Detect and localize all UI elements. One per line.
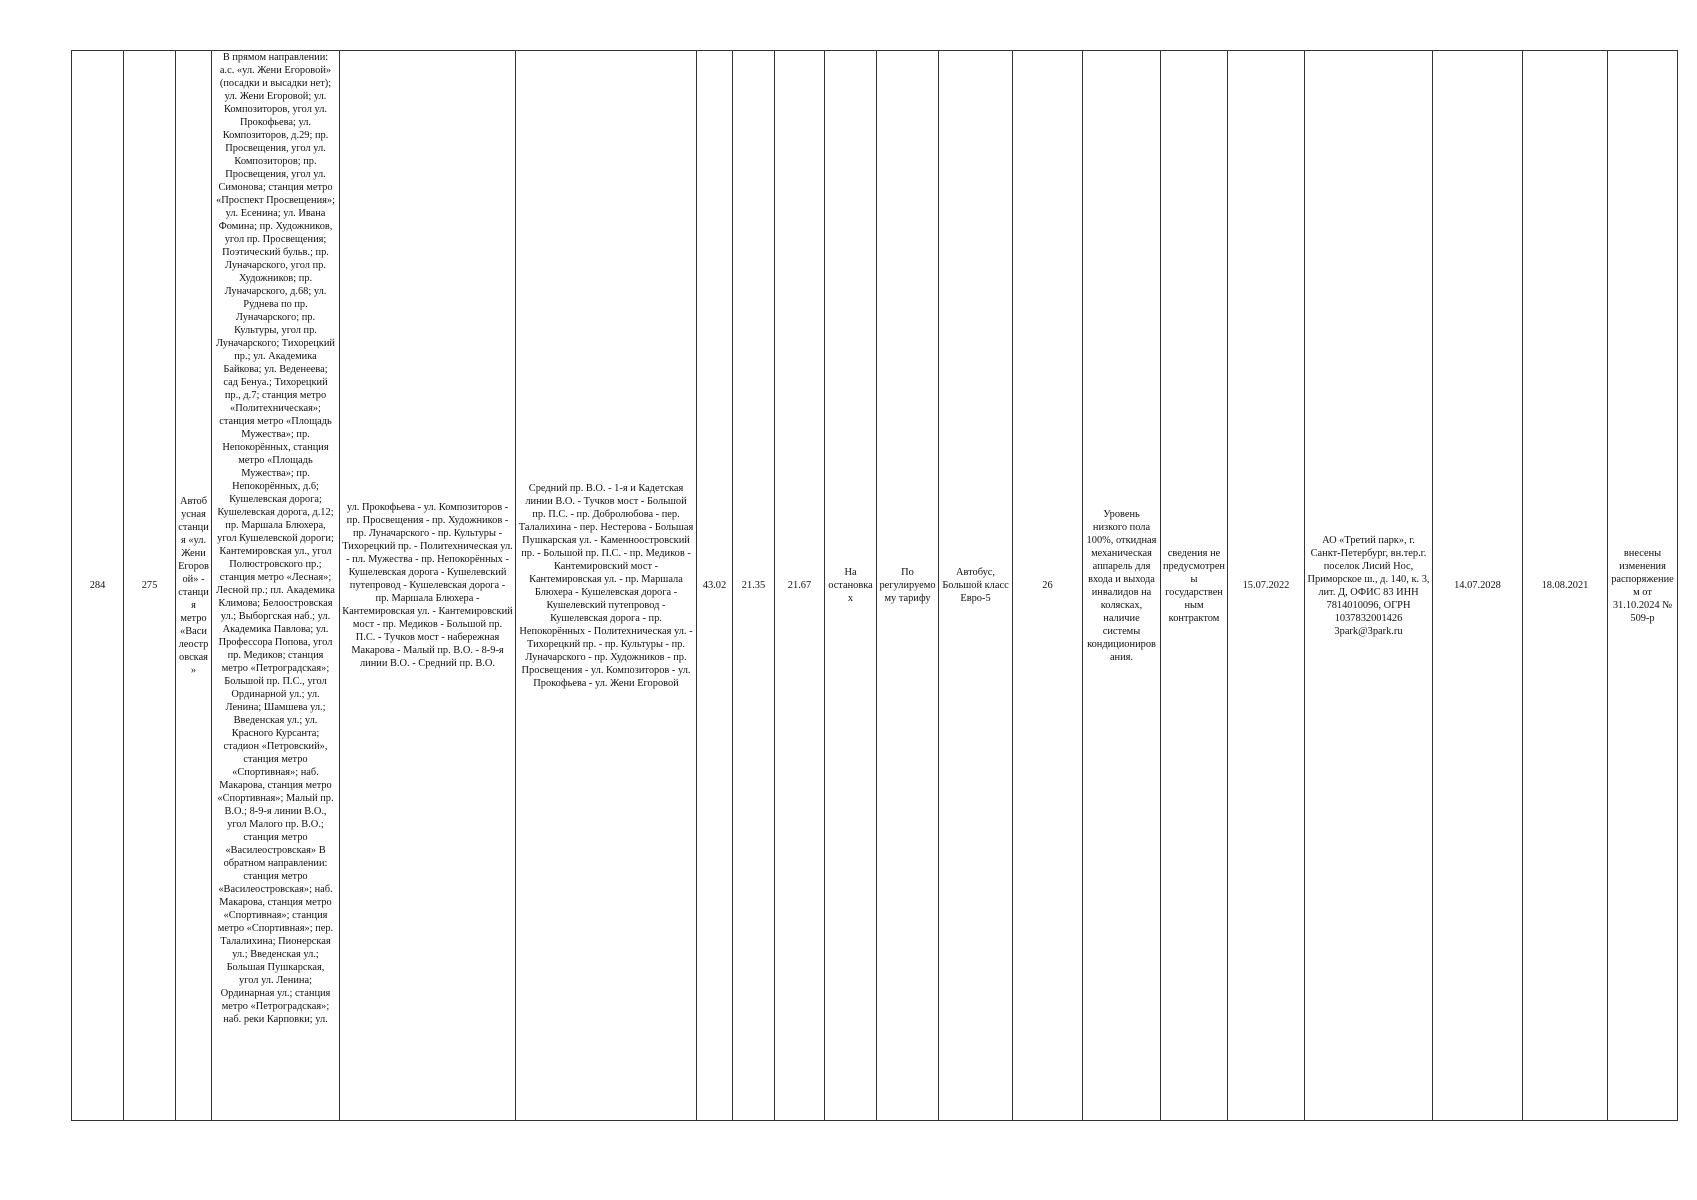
streets-backward-cell: Средний пр. В.О. - 1-я и Кадетская линии В.О. - Тучков мост - Большой пр. П.С. - пр. Добролюбова - пер. Талалихина - пер. Нестерова - Большая Пушкарская ул. - Каменноостровский пр. - Большой пр. П.С. - пр. Медиков - Кантемировский мост - Кантемировская ул. - пр. Маршала Блюхера - Кушелевская дорога - Кушелевский путепровод - Кушелевская дорога - пр. Непокорённых - Политехническая ул. - Тихорецкий пр. - пр. Культуры - пр. Луначарского - пр. Художников - пр. Просвещения - ул. Композиторов - ул. Прокофьева - ул. Жени Егоровой — [516, 51, 697, 1121]
vehicle-type-cell: Автобус, Большой класс Евро-5 — [939, 51, 1013, 1121]
vehicle-count-cell: 26 — [1013, 51, 1083, 1121]
length-forward-cell: 43.02 — [697, 51, 733, 1121]
route-name-cell: Автобусная станция «ул. Жени Егоровой» - станция метро «Василеостровская» — [176, 51, 212, 1121]
table-row — [72, 51, 1678, 1121]
streets-forward-cell: ул. Прокофьева - ул. Композиторов - пр. Просвещения - пр. Художников - пр. Луначарского - пр. Культуры - Тихорецкий пр. - Политехническая ул. - пл. Мужества - пр. Непокорённых - Кушелевская дорога - Кушелевский путепровод - Кушелевская дорога - пр. Маршала Блюхера - Кантемировская ул. - Кантемировский мост - пр. Медиков - Большой пр. П.С. - Тучков мост - набережная Макарова - Малый пр. В.О. - 8-9-я линии В.О. - Средний пр. В.О. — [340, 51, 516, 1121]
stops-list-cell: В прямом направлении: а.с. «ул. Жени Егоровой» (посадки и высадки нет); ул. Жени Егоровой; ул. Композиторов, угол ул. Прокофьева; ул. Композиторов, д.29; пр. Просвещения, угол ул. Композиторов; пр. Просвещения, угол ул. Симонова; станция метро «Проспект Просвещения»; ул. Есенина; ул. Ивана Фомина; пр. Художников, угол пр. Просвещения; Поэтический бульв.; пр. Луначарского, угол пр. Художников; пр. Луначарского, д.68; ул. Руднева по пр. Луначарского; пр. Культуры, угол пр. Луначарского; Тихорецкий пр.; ул. Академика Байкова; ул. Веденеева; сад Бенуа.; Тихорецкий пр., д.7; станция метро «Политехническая»; станция метро «Площадь Мужества»; пр. Непокорённых, станция метро «Площадь Мужества»; пр. Непокорённых, д.6; Кушелевская дорога; Кушелевская дорога, д.12; пр. Маршала Блюхера, угол Кушелевской дороги; Кантемировская ул., угол Полюстровского пр.; станция метро «Лесная»; Лесной пр.; пл. Академика Климова; Белоостровская ул.; Выборгская наб.; ул. Академика Павлова; ул. Профессора Попова, угол пр. Медиков; станция метро «Петроградская»; Большой пр. П.С., угол Ординарной ул.; ул. Ленина; Шамшева ул.; Введенская ул.; ул. Красного Курсанта; стадион «Петровский», станция метро «Спортивная»; наб. Макарова, станция метро «Спортивная»; Малый пр. В.О.; 8-9-я линии В.О., угол Малого пр. В.О.; станция метро «Василеостровская» В обратном направлении: станция метро «Василеостровская»; наб. Макарова, станция метро «Спортивная»; станция метро «Спортивная»; пер. Талалихина; Пионерская ул.; Введенская ул.; Большая Пушкарская, угол ул. Ленина; Ординарная ул.; станция метро «Петроградская»; наб. реки Карповки; ул. — [212, 51, 340, 1121]
boarding-order-cell: На остановках — [825, 51, 877, 1121]
route-number-cell: 275 — [124, 51, 176, 1121]
length-backward-cell: 21.35 — [733, 51, 775, 1121]
length-other-cell: 21.67 — [775, 51, 825, 1121]
start-date-cell: 15.07.2022 — [1228, 51, 1305, 1121]
tariff-cell: По регулируемому тарифу — [877, 51, 939, 1121]
contract-info-cell: сведения не предусмотрены государственным контрактом — [1161, 51, 1228, 1121]
registration-date-cell: 18.08.2021 — [1523, 51, 1608, 1121]
accessibility-cell: Уровень низкого пола 100%, откидная механическая аппарель для входа и выхода инвалидов на колясках, наличие системы кондиционирования. — [1083, 51, 1161, 1121]
changes-cell: внесены изменения распоряжением от 31.10.2024 № 509-р — [1608, 51, 1678, 1121]
route-register-table — [71, 50, 1678, 1121]
end-date-cell: 14.07.2028 — [1433, 51, 1523, 1121]
reg-number-cell: 284 — [72, 51, 124, 1121]
carrier-cell: АО «Третий парк», г. Санкт-Петербург, вн.тер.г. поселок Лисий Нос, Приморское ш., д. 140, к. 3, лит. Д, ОФИС 83 ИНН 7814010096, ОГРН 1037832001426 3park@3park.ru — [1305, 51, 1433, 1121]
